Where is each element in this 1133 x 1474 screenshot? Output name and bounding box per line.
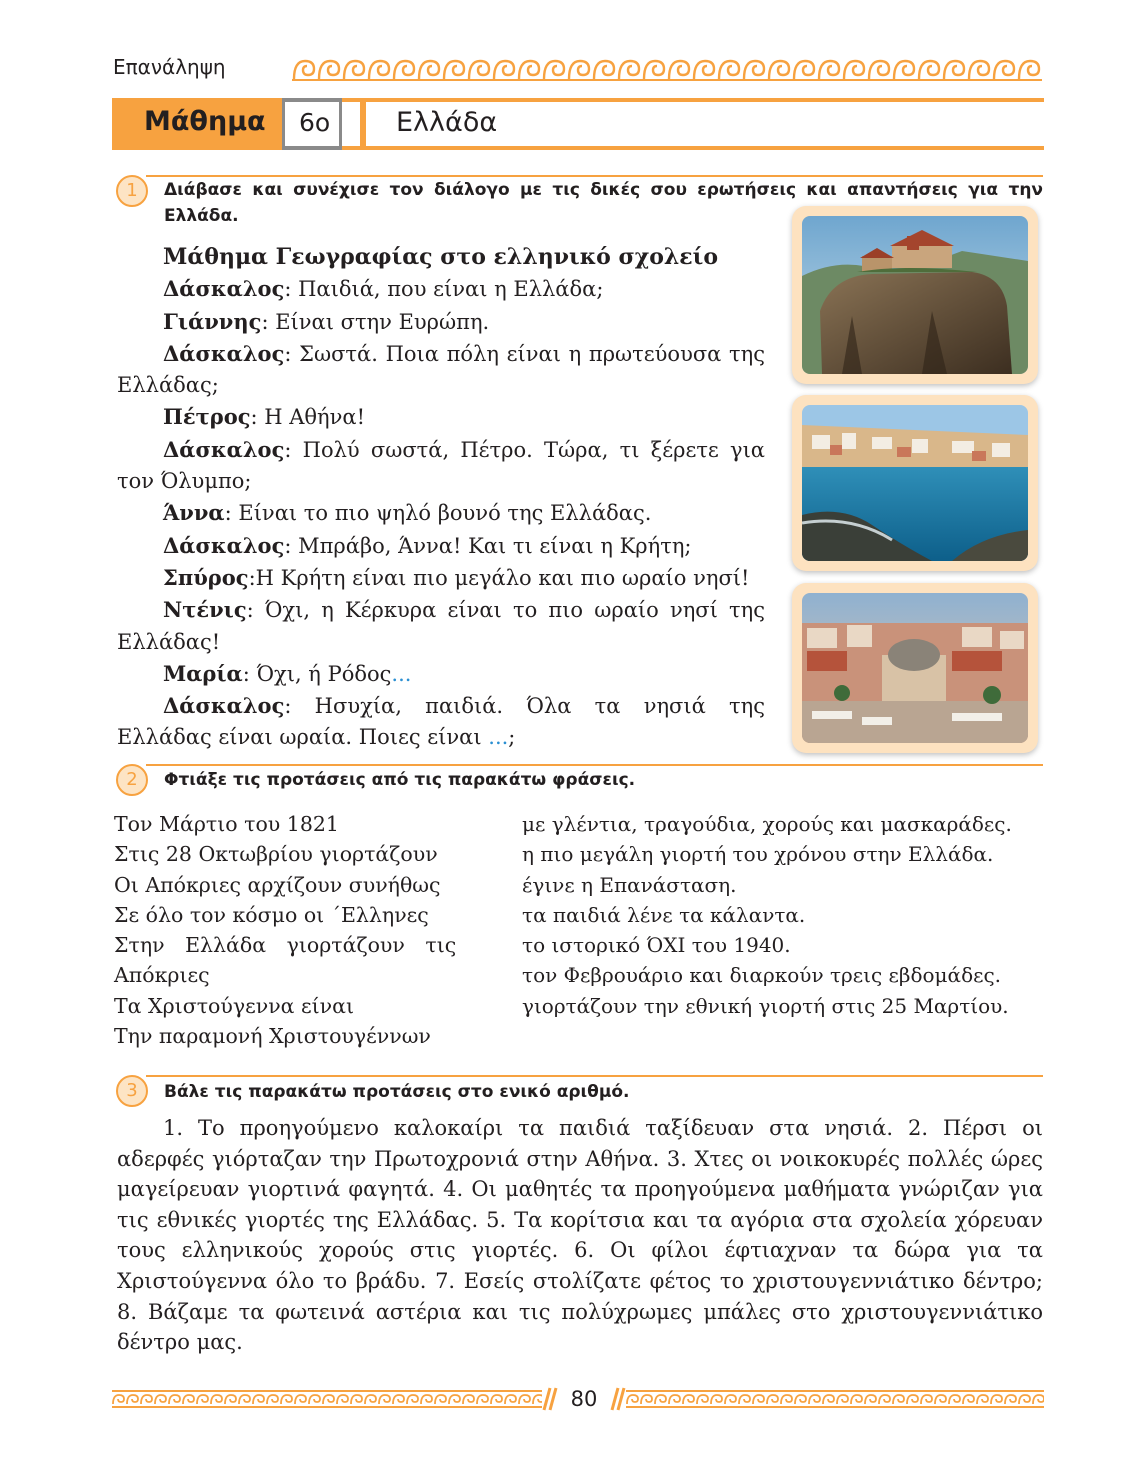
greek-key-border-bottom-left [112, 1388, 542, 1410]
speaker: Δάσκαλος [163, 436, 285, 462]
dialogue-line [117, 273, 765, 305]
dialogue-line [117, 434, 765, 498]
dialogue-line [117, 497, 765, 529]
dialogue-line [117, 690, 765, 754]
phrase-end: έγινε η Επανάσταση. [522, 872, 737, 897]
phrases-right-column [522, 809, 1042, 1021]
ellipsis: ... [391, 661, 412, 686]
phrase-start: Την παραμονή Χριστουγέννων [114, 1024, 431, 1049]
utterance: : Πολύ σωστά, Πέτρο. Τώρα, τι ξέρετε για τον Όλυμπο; [117, 437, 765, 494]
exercise-2-instruction: Φτιάξε τις προτάσεις από τις παρακάτω φράσεις. [164, 770, 636, 790]
utterance: : Η Αθήνα! [250, 405, 366, 430]
dialogue-line [117, 401, 765, 433]
photo-athens [792, 583, 1038, 753]
dialogue [117, 242, 765, 754]
utterance: : Είναι στην Ευρώπη. [261, 309, 490, 334]
speaker: Δάσκαλος [163, 340, 285, 366]
phrases-left-column [114, 809, 470, 1051]
phrase-start: Οι Απόκριες αρχίζουν συνήθως [114, 872, 441, 897]
lesson-header [112, 98, 1044, 150]
island-coast-image [802, 405, 1028, 561]
speaker: Σπύρος [163, 564, 249, 590]
dialogue-line [117, 594, 765, 658]
exercise-1-instruction: Διάβασε και συνέχισε τον διάλογο με τις δικές σου ερωτήσεις και απαντήσεις για την Ελλάδα. [164, 180, 1043, 226]
exercise-3-sentences: 1. Το προηγούμενο καλοκαίρι τα παιδιά ταξίδευαν στα νησιά. 2. Πέρσι οι αδερφές γιόρταζαν την Πρωτοχρονιά στην Αθήνα. 3. Χτες οι νοικοκυρές πολλές ώρες μαγείρευαν γιορτινά φαγητά. 4. Οι μαθητές τα προηγούμενα μαθήματα γνώριζαν για τις εθνικές γιορτές της Ελλάδας. 5. Τα κορίτσια και τα αγόρια στα σχολεία χόρευαν τους ελληνικούς χορούς στις γιορτές. 6. Οι φίλοι έφτιαχναν τα δώρα για τα Χριστούγεννα όλο το βράδυ. 7. Εσείς στολίζατε φέτος το χριστουγεννιάτικο δέντρο; 8. Βάζαμε τα φωτεινά αστέρια και τις πολύχρωμες μπάλες στο χριστουγεννιάτικο δέντρο μας. [117, 1116, 1043, 1355]
utterance: : Σωστά. Ποια πόλη είναι η πρωτεύουσα της Ελλάδας; [117, 341, 765, 398]
athens-square-image [802, 593, 1028, 743]
exercise-2-number: 2 [116, 764, 148, 796]
speaker: Δάσκαλος [163, 276, 285, 302]
dialogue-line [117, 338, 765, 402]
utterance: : Ησυχία, παιδιά. Όλα τα νησιά της Ελλάδας είναι ωραία. Ποιες είναι [117, 694, 765, 750]
phrase-start: Στις 28 Οκτωβρίου γιορτάζουν [114, 842, 438, 867]
exercise-3-number: 3 [116, 1075, 148, 1107]
photo-island [792, 395, 1038, 571]
phrase-start: Σε όλο τον κόσμο οι ΄Ελληνες [114, 902, 429, 927]
phrase-start: Στην Ελλάδα γιορτάζουν τις [114, 933, 457, 958]
lesson-label-box [112, 98, 282, 150]
dialogue-line [117, 562, 765, 594]
greek-key-border-bottom-right [626, 1388, 1044, 1410]
speaker: Γιάννης [163, 308, 262, 334]
phrase-end: η πιο μεγάλη γιορτή του χρόνου στην Ελλάδα. [522, 842, 994, 867]
page-number: 80 [570, 1387, 598, 1411]
speaker: Δάσκαλος [163, 693, 285, 719]
utterance: : Όχι, ή Ρόδος [242, 661, 392, 686]
utterance: : Όχι, η Κέρκυρα είναι το πιο ωραίο νησί της Ελλάδας! [117, 598, 765, 654]
phrase-start: Απόκριες [114, 963, 210, 988]
lesson-title: Ελλάδα [396, 107, 498, 138]
meteora-image [802, 216, 1028, 374]
phrase-start: Τα Χριστούγεννα είναι [114, 993, 355, 1018]
dialogue-line [117, 658, 765, 690]
dialogue-subtitle: Μάθημα Γεωγραφίας στο ελληνικό σχολείο [163, 244, 718, 270]
lesson-number-box [282, 98, 342, 150]
ellipsis: ... [488, 725, 509, 750]
speaker: Πέτρος [163, 404, 251, 430]
section-label: Επανάληψη [113, 55, 226, 79]
photo-meteora [792, 206, 1038, 384]
utterance: : Είναι το πιο ψηλό βουνό της Ελλάδας. [224, 501, 652, 526]
dialogue-line [117, 530, 765, 562]
dialogue-line [117, 306, 765, 338]
lesson-label: Μάθημα [144, 106, 266, 137]
phrase-end: τον Φεβρουάριο και διαρκούν τρεις εβδομάδες. [522, 963, 1002, 988]
utterance: : Μπράβο, Άννα! Και τι είναι η Κρήτη; [284, 533, 692, 558]
speaker: Ντένις [163, 597, 247, 623]
utterance-end: ; [508, 725, 516, 750]
speaker: Άννα [163, 500, 225, 526]
exercise-1-number: 1 [116, 175, 148, 207]
speaker: Δάσκαλος [163, 532, 285, 558]
exercise-3-instruction: Βάλε τις παρακάτω προτάσεις στο ενικό αριθμό. [164, 1082, 630, 1102]
speaker: Μαρία [163, 660, 243, 686]
phrase-start: Τον Μάρτιο του 1821 [114, 812, 339, 836]
phrase-end: γιορτάζουν την εθνική γιορτή στις 25 Μαρτίου. [522, 993, 1009, 1018]
greek-key-border-top [292, 55, 1042, 83]
lesson-number: 6ο [299, 108, 331, 137]
phrase-end: με γλέντια, τραγούδια, χορούς και μασκαράδες. [522, 812, 1012, 836]
phrase-end: το ιστορικό ΌΧΙ του 1940. [522, 933, 791, 958]
utterance: : Παιδιά, που είναι η Ελλάδα; [284, 277, 604, 302]
utterance: :Η Κρήτη είναι πιο μεγάλο και πιο ωραίο νησί! [248, 565, 750, 590]
page-number-box [542, 1386, 626, 1412]
phrase-end: τα παιδιά λένε τα κάλαντα. [522, 902, 806, 927]
